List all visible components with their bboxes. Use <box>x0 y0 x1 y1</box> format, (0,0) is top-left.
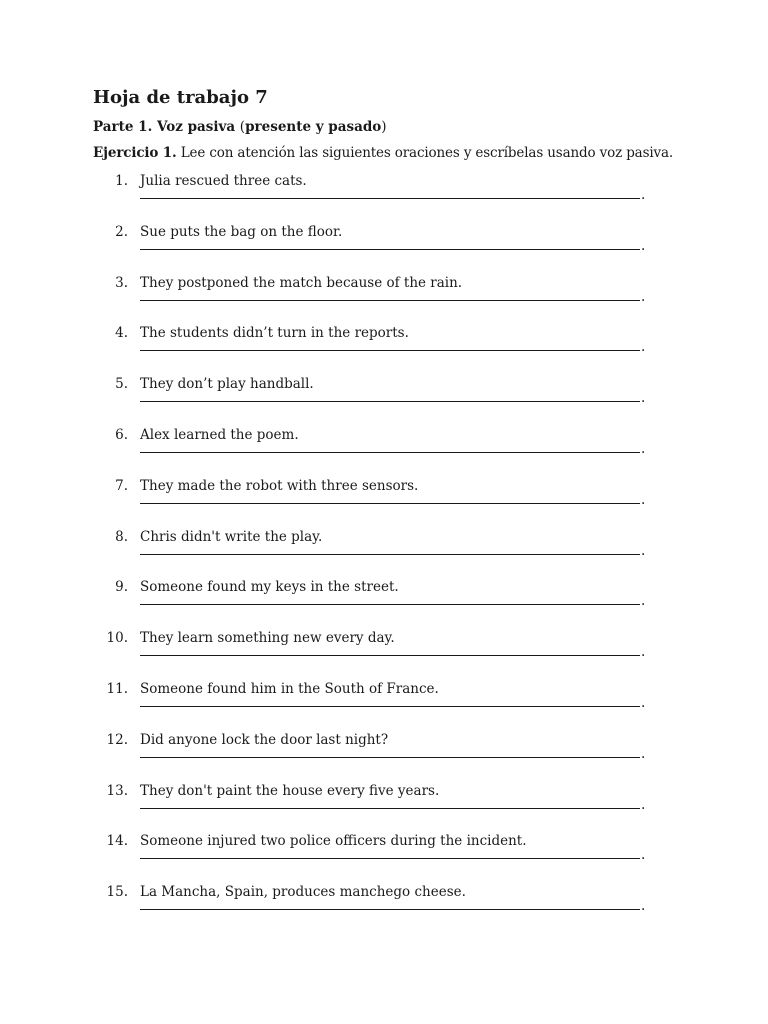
item-number: 11. <box>106 681 128 697</box>
exercise-item <box>0 274 768 324</box>
part-label: Parte 1. <box>93 119 153 135</box>
answer-line[interactable] <box>140 755 640 758</box>
part-topic: Voz pasiva <box>152 119 240 135</box>
item-number: 14. <box>106 833 128 850</box>
item-sentence: Sue puts the bag on the floor. <box>140 223 343 240</box>
item-sentence: Alex learned the poem. <box>140 427 299 443</box>
item-number: 3. <box>115 274 128 291</box>
answer-period: . <box>641 441 646 457</box>
answer-period: . <box>641 847 646 864</box>
answer-period: . <box>641 542 646 559</box>
answer-line[interactable] <box>140 501 640 504</box>
answer-line[interactable] <box>140 602 640 605</box>
answer-line[interactable] <box>140 907 640 910</box>
answer-period: . <box>641 745 646 762</box>
exercise-item <box>0 172 768 222</box>
item-number: 5. <box>115 376 128 393</box>
item-sentence: They postponed the match because of the rain. <box>140 274 463 291</box>
item-sentence: They made the robot with three sensors. <box>140 477 419 494</box>
item-sentence: Someone injured two police officers during the incident. <box>140 833 527 850</box>
item-number: 9. <box>115 579 128 596</box>
exercise-text: Lee con atención las siguientes oraciones y escríbelas usando voz pasiva. <box>176 145 674 161</box>
item-number: 1. <box>115 173 128 189</box>
item-sentence: They learn something new every day. <box>140 630 395 647</box>
item-sentence: Julia rescued three cats. <box>140 173 307 189</box>
exercise-item <box>0 578 768 628</box>
exercise-item <box>0 680 768 730</box>
answer-period: . <box>641 390 646 407</box>
answer-line[interactable] <box>140 806 640 809</box>
exercise-item <box>0 629 768 679</box>
item-number: 4. <box>115 325 128 342</box>
answer-period: . <box>641 898 646 915</box>
answer-period: . <box>641 644 646 661</box>
answer-period: . <box>641 491 646 508</box>
exercise-item <box>0 731 768 781</box>
page-title: Hoja de trabajo 7 <box>93 87 268 108</box>
answer-line[interactable] <box>140 247 640 250</box>
item-sentence: Chris didn't write the play. <box>140 528 323 545</box>
exercise-item <box>0 375 768 425</box>
exercise-item <box>0 883 768 933</box>
answer-line[interactable] <box>140 653 640 656</box>
item-sentence: Someone found him in the South of France. <box>140 681 439 697</box>
item-number: 12. <box>106 731 128 748</box>
exercise-label: Ejercicio 1. <box>93 145 177 161</box>
answer-period: . <box>641 339 646 356</box>
answer-line[interactable] <box>140 704 640 707</box>
answer-period: . <box>641 187 646 203</box>
item-sentence: They don't paint the house every five years. <box>140 782 440 799</box>
item-sentence: Did anyone lock the door last night? <box>140 731 389 748</box>
item-number: 15. <box>106 884 128 901</box>
item-number: 13. <box>106 782 128 799</box>
item-sentence: La Mancha, Spain, produces manchego cheese. <box>140 884 466 901</box>
answer-period: . <box>641 695 646 711</box>
answer-period: . <box>641 593 646 610</box>
item-sentence: Someone found my keys in the street. <box>140 579 399 596</box>
item-number: 10. <box>106 630 128 647</box>
item-sentence: The students didn’t turn in the reports. <box>140 325 409 342</box>
exercise-item <box>0 426 768 476</box>
part-subtopic: presente y pasado <box>245 119 382 135</box>
exercise-item <box>0 782 768 832</box>
exercise-item <box>0 477 768 527</box>
exercise-item <box>0 832 768 882</box>
part-paren-open: ( <box>239 119 246 135</box>
item-number: 7. <box>115 477 128 494</box>
answer-line[interactable] <box>140 399 640 402</box>
answer-line[interactable] <box>140 196 640 199</box>
answer-line[interactable] <box>140 348 640 351</box>
item-number: 8. <box>115 528 128 545</box>
exercise-item <box>0 223 768 273</box>
answer-line[interactable] <box>140 856 640 859</box>
answer-period: . <box>641 237 646 254</box>
item-number: 6. <box>115 427 128 443</box>
answer-line[interactable] <box>140 552 640 555</box>
answer-period: . <box>641 796 646 813</box>
answer-line[interactable] <box>140 450 640 453</box>
answer-period: . <box>641 288 646 305</box>
item-number: 2. <box>115 223 128 240</box>
item-sentence: They don’t play handball. <box>140 376 314 393</box>
part-paren-close: ) <box>381 119 387 135</box>
exercise-item <box>0 528 768 578</box>
answer-line[interactable] <box>140 298 640 301</box>
exercise-item <box>0 324 768 374</box>
